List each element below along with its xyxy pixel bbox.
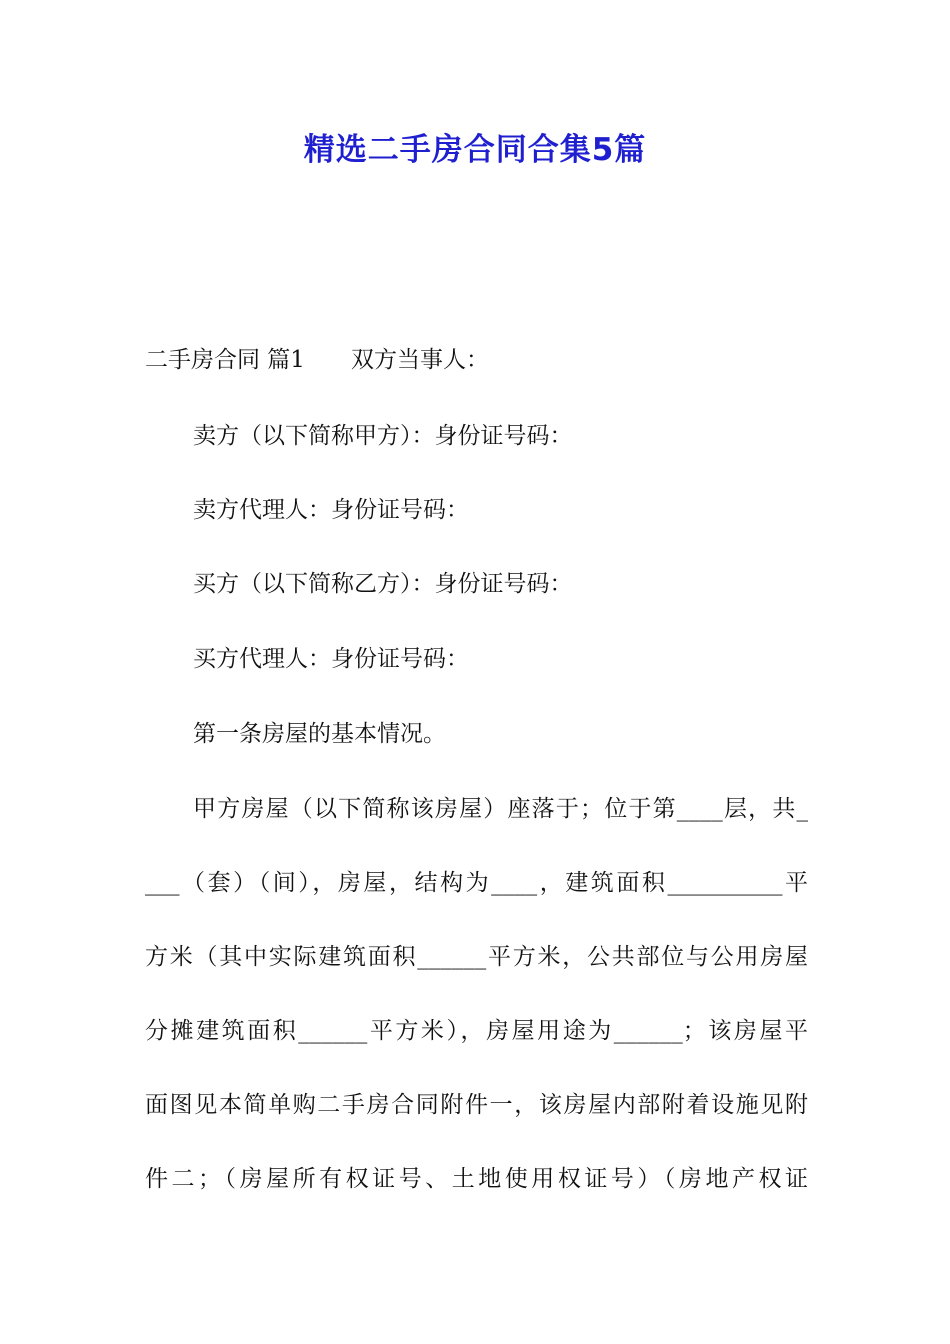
body-line: 方米（其中实际建筑面积______平方米，公共部位与公用房屋 [145, 944, 808, 970]
seller-field: 卖方（以下简称甲方）：身份证号码： [193, 423, 573, 449]
body-line: 面图见本简单购二手房合同附件一，该房屋内部附着设施见附 [145, 1092, 808, 1118]
buyer-field: 买方（以下简称乙方）：身份证号码： [193, 571, 573, 597]
article-title: 第一条房屋的基本情况。 [193, 721, 446, 747]
body-line: ___（套）（间），房屋，结构为____，建筑面积__________平 [145, 870, 808, 896]
section-heading-line [145, 345, 489, 375]
section-heading: 二手房合同 篇1 [145, 347, 305, 373]
body-line: 分摊建筑面积______平方米），房屋用途为______；该房屋平 [145, 1018, 808, 1044]
body-line: 件二；（房屋所有权证号、土地使用权证号）（房地产权证 [145, 1166, 808, 1192]
article-body [145, 794, 808, 1238]
seller-agent-field: 卖方代理人：身份证号码： [193, 497, 469, 523]
document-title: 精选二手房合同合集5篇 [303, 132, 647, 168]
body-line: 甲方房屋（以下简称该房屋）座落于；位于第____层，共_ [193, 796, 808, 822]
parties-label: 双方当事人： [350, 347, 489, 373]
buyer-agent-field: 买方代理人：身份证号码： [193, 646, 469, 672]
